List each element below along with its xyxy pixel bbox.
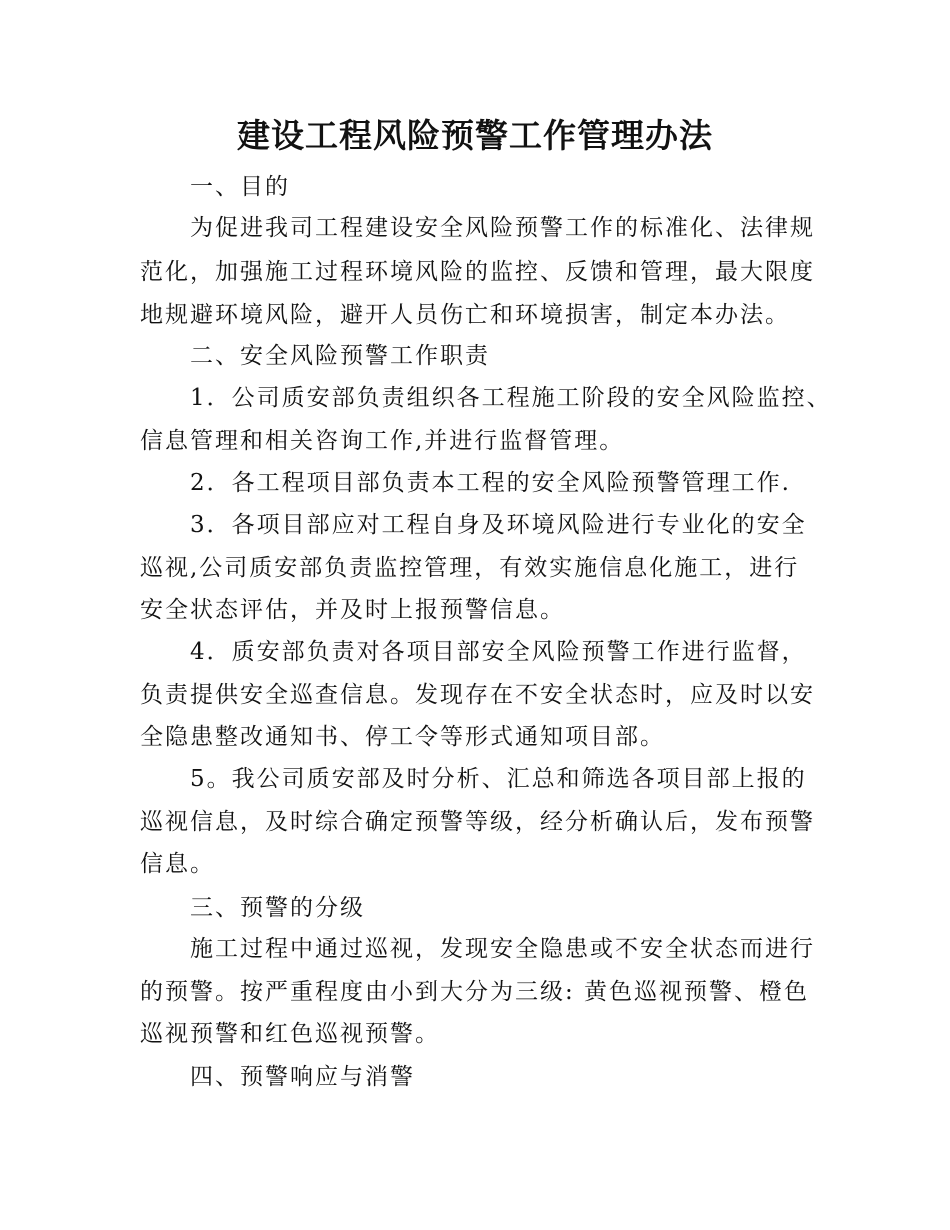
- paragraph-line: 范化，加强施工过程环境风险的监控、反馈和管理，最大限度: [140, 259, 815, 285]
- paragraph-line: 的预警。按严重程度由小到大分为三级: 黄色巡视预警、橙色: [140, 979, 810, 1005]
- paragraph-line: 3．各项目部应对工程自身及环境风险进行专业化的安全: [190, 512, 807, 538]
- section-heading-warning-levels: 三、预警的分级: [190, 895, 365, 921]
- paragraph-line: 2．各工程项目部负责本工程的安全风险预警管理工作.: [190, 470, 791, 496]
- section-heading-responsibilities: 二、安全风险预警工作职责: [190, 343, 490, 369]
- paragraph-line: 全隐患整改通知书、停工令等形式通知项目部。: [140, 724, 665, 750]
- paragraph-line: 4．质安部负责对各项目部安全风险预警工作进行监督，: [190, 639, 807, 665]
- paragraph-line: 5。我公司质安部及时分析、汇总和筛选各项目部上报的: [190, 766, 807, 792]
- paragraph-line: 巡视,公司质安部负责监控管理，有效实施信息化施工，进行: [140, 555, 800, 581]
- section-heading-purpose: 一、目的: [190, 174, 290, 200]
- document-title: 建设工程风险预警工作管理办法: [237, 116, 713, 155]
- section-heading-response-and-cancellation: 四、预警响应与消警: [190, 1064, 415, 1090]
- paragraph-line: 负责提供安全巡查信息。发现存在不安全状态时，应及时以安: [140, 682, 815, 708]
- paragraph-line: 为促进我司工程建设安全风险预警工作的标准化、法律规: [190, 215, 815, 241]
- paragraph-line: 安全状态评估，并及时上报预警信息。: [140, 597, 565, 623]
- paragraph-line: 信息。: [140, 851, 215, 877]
- paragraph-line: 1．公司质安部负责组织各工程施工阶段的安全风险监控、: [190, 385, 832, 411]
- paragraph-line: 信息管理和相关咨询工作,并进行监督管理。: [140, 428, 625, 454]
- paragraph-line: 施工过程中通过巡视，发现安全隐患或不安全状态而进行: [190, 936, 815, 962]
- paragraph-line: 巡视信息，及时综合确定预警等级，经分析确认后，发布预警: [140, 809, 815, 835]
- paragraph-line: 地规避环境风险，避开人员伤亡和环境损害，制定本办法。: [140, 302, 790, 328]
- paragraph-line: 巡视预警和红色巡视预警。: [140, 1021, 440, 1047]
